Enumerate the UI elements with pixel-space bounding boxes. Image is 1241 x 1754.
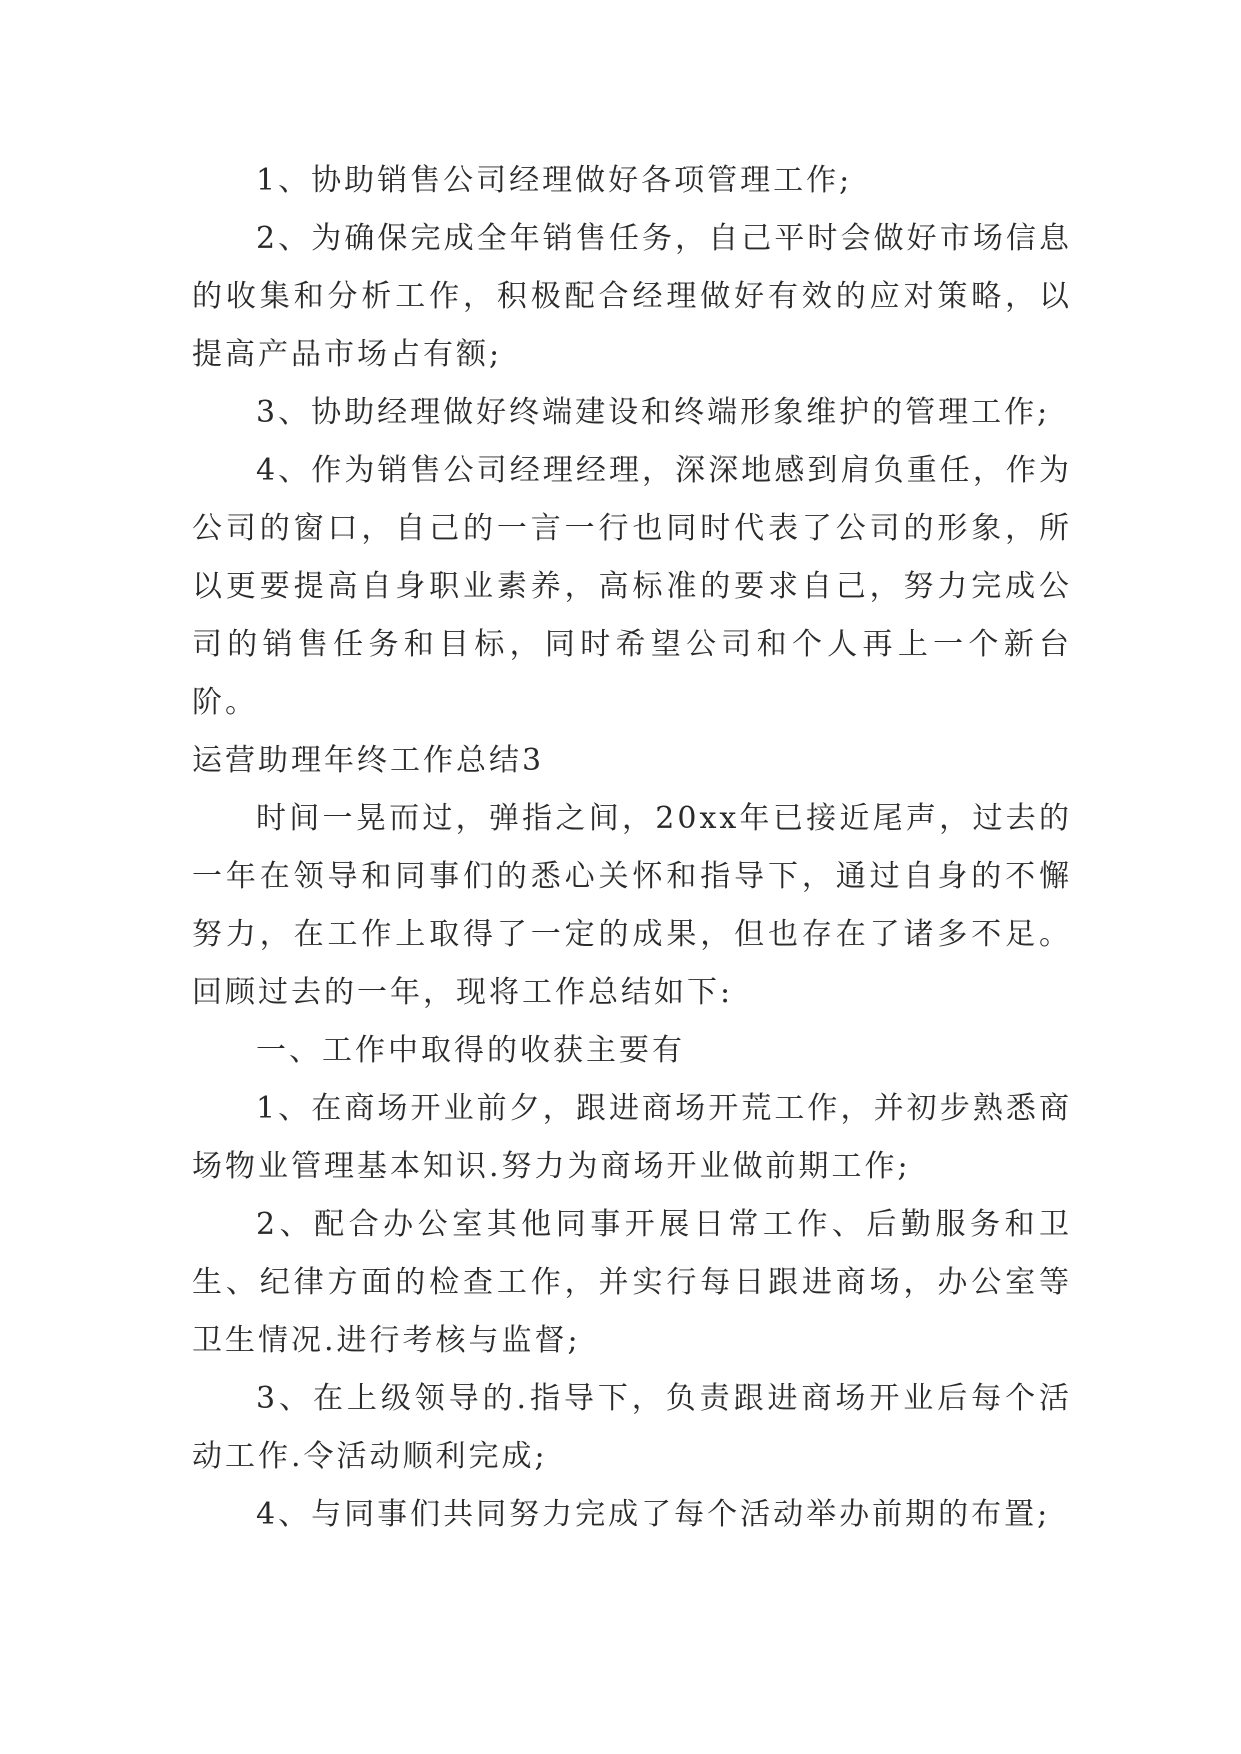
section-paragraph-1: 时间一晃而过，弹指之间，20xx年已接近尾声，过去的一年在领导和同事们的悉心关怀和指导下，通过自身的不懈努力，在工作上取得了一定的成果，但也存在了诸多不足。回顾过去的一年，现将工作总结如下: <box>192 801 1072 1010</box>
paragraph-2: 2、为确保完成全年销售任务，自己平时会做好市场信息的收集和分析工作，积极配合经理做好有效的应对策略，以提高产品市场占有额; <box>192 221 1072 372</box>
section-paragraph-5: 3、在上级领导的.指导下，负责跟进商场开业后每个活动工作.令活动顺利完成; <box>192 1381 1072 1474</box>
paragraph-1: 1、协助销售公司经理做好各项管理工作; <box>256 163 853 198</box>
paragraph-4: 4、作为销售公司经理经理，深深地感到肩负重任，作为公司的窗口，自己的一言一行也同时代表了公司的形象，所以更要提高自身职业素养，高标准的要求自己，努力完成公司的销售任务和目标，同时希望公司和个人再上一个新台阶。 <box>192 453 1072 720</box>
document-body <box>192 152 1072 1544</box>
section-paragraph-3: 1、在商场开业前夕，跟进商场开荒工作，并初步熟悉商场物业管理基本知识.努力为商场开业做前期工作; <box>192 1091 1072 1184</box>
section-paragraph-2: 一、工作中取得的收获主要有 <box>256 1033 685 1068</box>
section-paragraph-6: 4、与同事们共同努力完成了每个活动举办前期的布置; <box>256 1497 1051 1532</box>
section-title: 运营助理年终工作总结3 <box>192 743 545 778</box>
paragraph-3: 3、协助经理做好终端建设和终端形象维护的管理工作; <box>256 395 1051 430</box>
section-paragraph-4: 2、配合办公室其他同事开展日常工作、后勤服务和卫生、纪律方面的检查工作，并实行每日跟进商场，办公室等卫生情况.进行考核与监督; <box>192 1207 1072 1358</box>
